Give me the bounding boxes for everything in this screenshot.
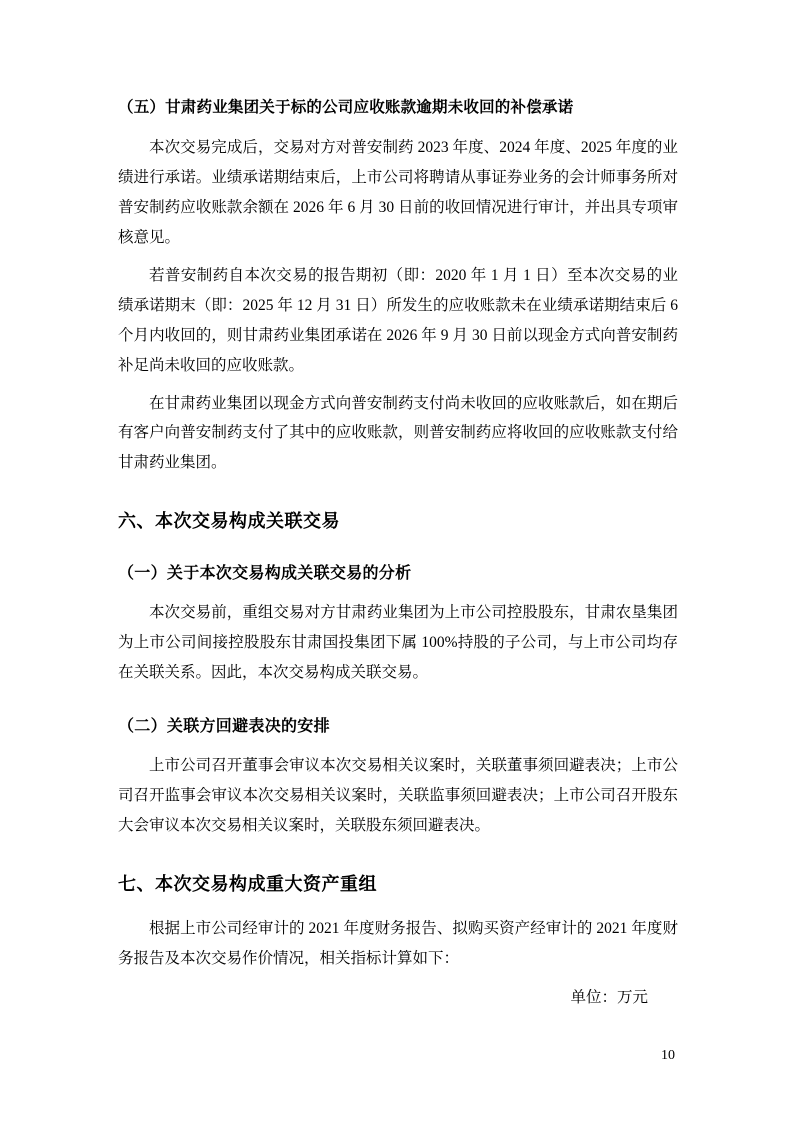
section-heading-compensation-commitment: （五）甘肃药业集团关于标的公司应收账款逾期未收回的补偿承诺: [118, 98, 574, 116]
subsection-heading-recusal: （二）关联方回避表决的安排: [118, 715, 330, 735]
paragraph-major-restructuring-1: 根据上市公司经审计的 2021 年度财务报告、拟购买资产经审计的 2021 年度财务报告及本次交易作价情况，相关指标计算如下：: [118, 919, 678, 967]
paragraph-commitment-1: 本次交易完成后，交易对方对普安制药 2023 年度、2024 年度、2025 年度的业绩进行承诺。业绩承诺期结束后，上市公司将聘请从事证券业务的会计师事务所对普安制药应收账款余额在 2026 年 6 月 30 日前的收回情况进行审计，并出具专项审核意见。: [118, 139, 678, 246]
section-heading-related-transaction: 六、本次交易构成关联交易: [118, 511, 340, 533]
page-content: [118, 96, 678, 1013]
paragraph-commitment-2: 若普安制药自本次交易的报告期初（即：2020 年 1 月 1 日）至本次交易的业绩承诺期末（即：2025 年 12 月 31 日）所发生的应收账款未在业绩承诺期结束后 6 个月内收回的，则甘肃药业集团承诺在 2026 年 9 月 30 日前以现金方式向普安制药补足尚未收回的应收账款。: [118, 266, 678, 374]
section-heading-major-restructuring: 七、本次交易构成重大资产重组: [118, 873, 377, 895]
paragraph-analysis-1: 本次交易前，重组交易对方甘肃药业集团为上市公司控股股东，甘肃农垦集团为上市公司间接控股股东甘肃国投集团下属 100%持股的子公司，与上市公司均存在关联关系。因此，本次交易构成关联交易。: [118, 604, 678, 682]
unit-note: 单位：万元: [570, 989, 648, 1007]
paragraph-commitment-3: 在甘肃药业集团以现金方式向普安制药支付尚未收回的应收账款后，如在期后有客户向普安制药支付了其中的应收账款，则普安制药应将收回的应收账款支付给甘肃药业集团。: [118, 394, 678, 472]
page-number: 10: [661, 1048, 675, 1063]
paragraph-recusal-1: 上市公司召开董事会审议本次交易相关议案时，关联董事须回避表决；上市公司召开监事会审议本次交易相关议案时，关联监事须回避表决；上市公司召开股东大会审议本次交易相关议案时，关联股东须回避表决。: [118, 756, 678, 834]
subsection-heading-analysis: （一）关于本次交易构成关联交易的分析: [118, 563, 412, 583]
